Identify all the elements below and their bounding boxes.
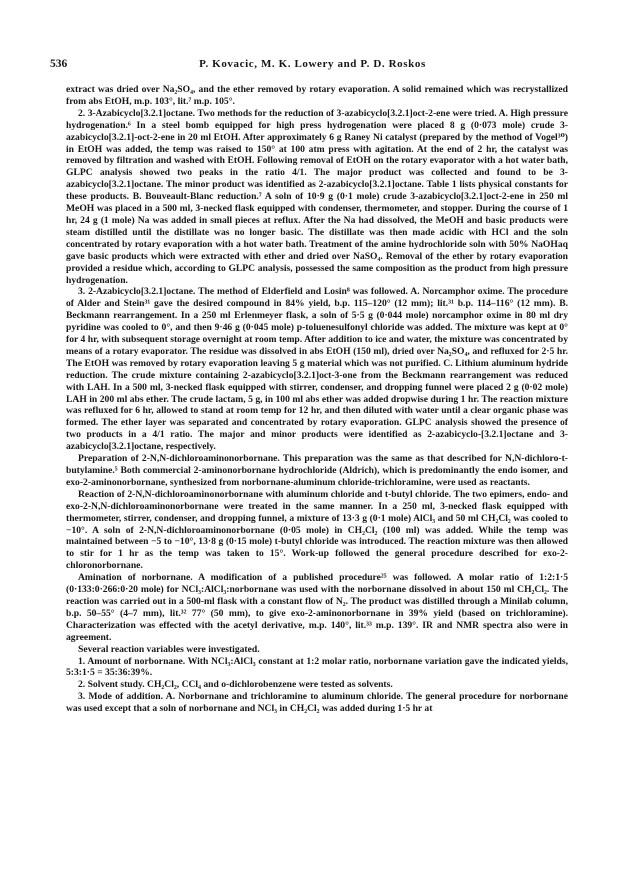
paragraph: 3. 2-Azabicyclo[3.2.1]octane. The method of Elderfield and Losin⁸ was followed. A. Norcamphor oxime. The procedure of Alder and Stein³¹ gave the desired compound in 84% yield, b.p. 115–120° (12 mm); lit.³¹ b.p. 114–116° (12 mm). B. Beckmann rearrangement. In a 250 ml Erlenmeyer flask, a soln of 5·5 g (0·044 mole) norcamphor oxime in 80 ml dry pyridine was cooled to 0°, and then 9·46 g (0·045 mole) p-toluenesulfonyl chloride was added. The mixture was kept at 0° for 4 hr, with subsequent storage overnight at room temp. After addition to ice and water, the mixture was concentrated by means of a rotary evaporator. The residue was dissolved in abs EtOH (150 ml), dried over Na₂SO₄, and refluxed for 2·5 hr. The EtOH was removed by rotary evaporation leaving 5 g material which was not purified. C. Lithium aluminum hydride reduction. The crude mixture containing 2-azabicyclo[3.2.1]oct-3-one from the Beckmann rearrangement was reduced with LAH. In a 500 ml, 3-necked flask equipped with stirrer, condenser, and dropping funnel were placed 2 g (0·02 mole) LAH in 200 ml abs ether. The crude lactam, 5 g, in 100 ml abs ether was added dropwise during 1 hr. The reaction mixture was refluxed for 6 hr, allowed to stand at room temp for 12 hr, and then diluted with water until a clear organic phase was formed. The ether layer was separated and concentrated by rotary evaporation. GLPC analysis showed the presence of two products in a 4/1 ratio. The major and minor products were identified as 2-azabicyclo-[3.2.1]octane and 3-azabicyclo[3.2.1]octane, respectively. (66, 286, 568, 453)
paragraph: 1. Amount of norbornane. With NCl₃:AlCl₃ constant at 1:2 molar ratio, norbornane variation gave the indicated yields, 5:3:1·5 = 35:36:39%. (66, 655, 568, 679)
running-head: P. Kovacic, M. K. Lowery and P. D. Roskos (199, 58, 426, 70)
paragraph: Several reaction variables were investigated. (78, 643, 260, 655)
paragraph: Preparation of 2-N,N-dichloroaminonorbornane. This preparation was the same as that described for N,N-dichloro-t-butylamine.⁵ Both commercial 2-aminonorbornane hydrochloride (Aldrich), which is predominantly the endo isomer, and exo-2-aminonorbornane, synthesized from norbornane-aluminum chloride-trichloramine, were used as reactants. (66, 453, 568, 488)
article-body (66, 84, 568, 715)
paragraph: Reaction of 2-N,N-dichloroaminonorbornane with aluminum chloride and t-butyl chloride. The two epimers, endo- and exo-2-N,N-dichloroaminonorbornane were treated in the same manner. In a 250 ml, 3-necked flask equipped with thermometer, stirrer, condenser, and dropping funnel, a mixture of 13·3 g (0·1 mole) AlCl₃ and 50 ml CH₂Cl₂ was cooled to −10°. A soln of 2-N,N-dichloroaminonorbornane (0·05 mole) in CH₂Cl₂ (100 ml) was added. While the temp was maintained between −5 to −10°, 13·8 g (0·15 mole) t-butyl chloride was introduced. The reaction mixture was then allowed to stir for 1 hr as the temp was taken to 15°. Work-up followed the general procedure described for exo-2-chloronorbornane. (66, 488, 568, 572)
paragraph: extract was dried over Na₂SO₄, and the ether removed by rotary evaporation. A solid remained which was recrystallized from abs EtOH, m.p. 103°, lit.⁷ m.p. 105°. (66, 84, 568, 107)
paragraph: 3. Mode of addition. A. Norbornane and trichloramine to aluminum chloride. The general procedure for norbornane was used except that a soln of norbornane and NCl₃ in CH₂Cl₂ was added during 1·5 hr at (66, 691, 568, 715)
paragraph: 2. 3-Azabicyclo[3.2.1]octane. Two methods for the reduction of 3-azabicyclo[3.2.1]oct-2-ene were tried. A. High pressure hydrogenation.⁶ In a steel bomb equipped for high press hydrogenation were placed 8 g (0·073 mole) crude 3-azabicyclo[3.2.1]-oct-2-ene in 20 ml EtOH. After approximately 6 g Raney Ni catalyst (prepared by the method of Vogel³⁰) in EtOH was added, the temp was raised to 150° at 100 atm press with agitation. At the end of 2 hr, the catalyst was removed by filtration and washed with EtOH. Following removal of EtOH on the rotary evaporator with a hot water bath, GLPC analysis showed two peaks in the ratio 4/1. The major product was collected and found to be 3-azabicyclo[3.2.1]octane. The minor product was identified as 2-azabicyclo[3.2.1]octane. Table 1 lists physical constants for these products. B. Bouveault-Blanc reduction.⁷ A soln of 10·9 g (0·1 mole) crude 3-azabicyclo[3.2.1]oct-2-ene in 250 ml MeOH was placed in a 500 ml, 3-necked flask equipped with condenser, thermometer, and stopper. During the course of 1 hr, 24 g (1 mole) Na was added in small pieces at reflux. After the Na had dissolved, the MeOH and basic products were steam distilled until the distillate was no longer basic. The distillate was then made acidic with HCl and the soln concentrated by rotary evaporation with a hot water bath. Treatment of the amine hydrochloride soln with 50% NaOHaq gave basic products which were extracted with ether and dried over NaSO₄. Removal of the ether by rotary evaporation provided a residue which, according to GLPC analysis, possessed the same composition as the product from high pressure hydrogenation. (66, 107, 568, 286)
paragraph: Amination of norbornane. A modification of a published procedure²⁵ was followed. A molar ratio of 1:2:1·5 (0·133:0·266:0·20 mole) for NCl₃:AlCl₃:norbornane was used with the norbornane dissolved in about 150 ml CH₂Cl₂. The reaction was carried out in a 500-ml flask with a constant flow of N₂. The product was distilled through a Minilab column, b.p. 50–55° (4–7 mm), lit.³² 77° (50 mm), to give exo-2-aminonorbornane in 39% yield (based on trichloramine). Characterization was effected with the acetyl derivative, m.p. 140°, lit.³³ m.p. 139°. IR and NMR spectra also were in agreement. (66, 572, 568, 643)
page-number: 536 (50, 58, 68, 70)
paragraph: 2. Solvent study. CH₂Cl₂, CCl₄ and o-dichlorobenzene were tested as solvents. (78, 679, 393, 691)
